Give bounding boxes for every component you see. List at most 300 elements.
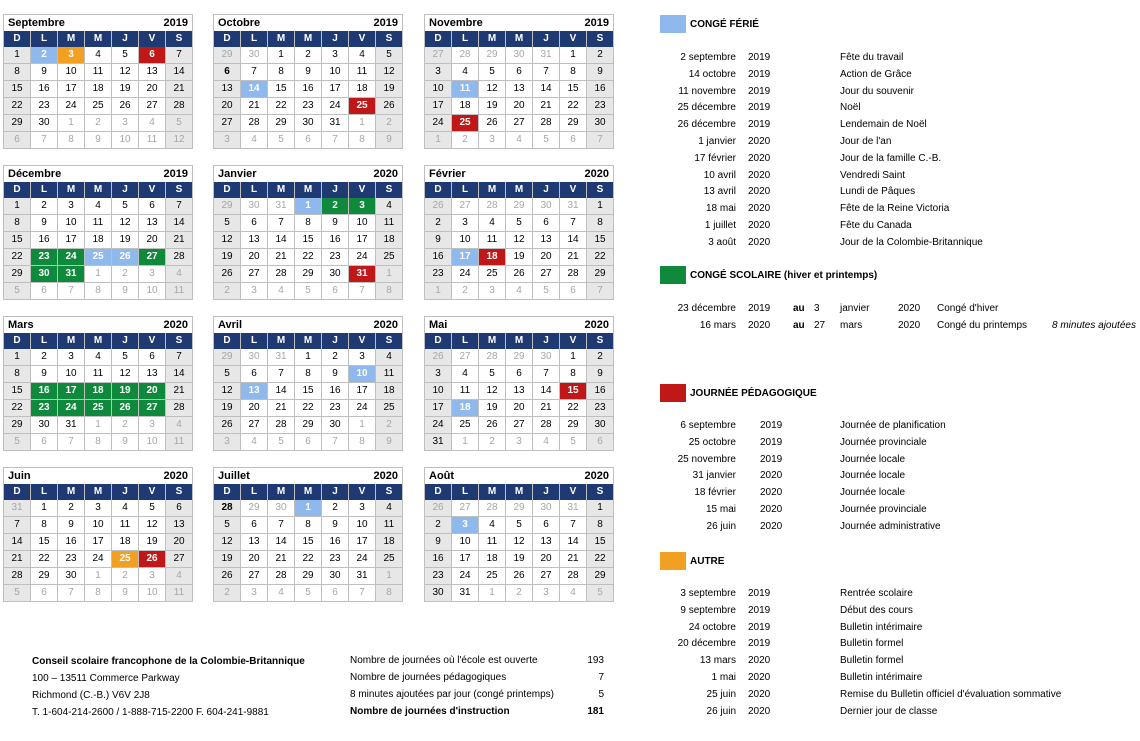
day-cell: 2 bbox=[322, 349, 349, 366]
day-cell: 8 bbox=[295, 517, 322, 534]
month-year: 2020 bbox=[584, 319, 609, 331]
day-cell: 29 bbox=[295, 568, 322, 585]
day-cell: 6 bbox=[560, 132, 587, 149]
day-cell: 5 bbox=[479, 64, 506, 81]
day-cell: 5 bbox=[4, 585, 31, 602]
day-cell: 22 bbox=[4, 98, 31, 115]
cell: 26 juin bbox=[706, 520, 736, 532]
day-cell: 17 bbox=[452, 551, 479, 568]
weekday-header: D bbox=[4, 333, 31, 349]
day-cell: 12 bbox=[506, 534, 533, 551]
cell: 2019 bbox=[748, 604, 771, 616]
cell: 15 mai bbox=[705, 504, 736, 515]
day-cell: 11 bbox=[85, 366, 112, 383]
day-cell: 4 bbox=[112, 500, 139, 517]
ferie-row bbox=[660, 118, 1140, 132]
day-cell: 4 bbox=[85, 198, 112, 215]
day-cell: 3 bbox=[506, 434, 533, 451]
day-cell: 16 bbox=[322, 534, 349, 551]
cell: 2019 bbox=[748, 638, 771, 650]
cell: 2019 bbox=[760, 420, 783, 431]
day-cell: 27 bbox=[241, 568, 268, 585]
day-cell: 6 bbox=[506, 366, 533, 383]
day-cell: 1 bbox=[295, 198, 322, 215]
day-cell: 31 bbox=[322, 115, 349, 132]
day-cell: 4 bbox=[268, 283, 295, 300]
month-name: Mars bbox=[8, 319, 34, 331]
month-header bbox=[213, 14, 403, 31]
autre-row bbox=[660, 587, 1140, 601]
day-cell: 31 bbox=[560, 500, 587, 517]
day-cell: 21 bbox=[4, 551, 31, 568]
day-cell: 23 bbox=[322, 551, 349, 568]
day-cell: 14 bbox=[533, 81, 560, 98]
day-cell: 25 bbox=[85, 400, 112, 417]
month-header bbox=[424, 467, 614, 484]
day-cell: 26 bbox=[479, 417, 506, 434]
day-cell: 8 bbox=[587, 215, 614, 232]
day-cell: 6 bbox=[295, 434, 322, 451]
day-cell: 30 bbox=[533, 198, 560, 215]
cell: 6 septembre bbox=[680, 420, 736, 431]
day-cell: 1 bbox=[376, 266, 403, 283]
day-cell: 28 bbox=[268, 568, 295, 585]
day-cell: 8 bbox=[560, 64, 587, 81]
cell: mars bbox=[840, 319, 863, 331]
month-header bbox=[424, 316, 614, 333]
day-cell: 12 bbox=[112, 366, 139, 383]
day-cell: 15 bbox=[4, 232, 31, 249]
day-cell: 11 bbox=[376, 517, 403, 534]
cell: 27 bbox=[814, 319, 826, 331]
cell: 26 décembre bbox=[677, 119, 736, 131]
day-cell: 13 bbox=[506, 81, 533, 98]
day-cell: 18 bbox=[452, 400, 479, 417]
day-cell: 29 bbox=[4, 266, 31, 283]
weekday-header: J bbox=[533, 31, 560, 47]
weekday-header: S bbox=[166, 484, 193, 500]
day-cell: 5 bbox=[587, 585, 614, 602]
day-cell: 8 bbox=[58, 132, 85, 149]
day-cell: 9 bbox=[112, 434, 139, 451]
day-cell: 29 bbox=[506, 198, 533, 215]
day-cell: 2 bbox=[376, 115, 403, 132]
weekday-header: M bbox=[58, 182, 85, 198]
stat-value: 7 bbox=[598, 672, 604, 683]
cell: 2019 bbox=[748, 303, 771, 314]
day-cell: 11 bbox=[166, 434, 193, 451]
cell: 13 mars bbox=[699, 655, 736, 667]
cell: Journée administrative bbox=[840, 520, 941, 532]
day-cell: 19 bbox=[506, 551, 533, 568]
month-avril bbox=[213, 316, 403, 451]
month-mars bbox=[3, 316, 193, 451]
weekday-header: M bbox=[506, 182, 533, 198]
day-cell: 3 bbox=[139, 417, 166, 434]
day-cell: 30 bbox=[58, 568, 85, 585]
month-name: Octobre bbox=[218, 17, 261, 29]
cell: 2020 bbox=[760, 520, 783, 532]
day-cell: 20 bbox=[139, 232, 166, 249]
weekday-header: S bbox=[587, 484, 614, 500]
day-cell: 15 bbox=[295, 534, 322, 551]
cell: 3 bbox=[814, 303, 820, 314]
day-cell: 19 bbox=[479, 98, 506, 115]
month-mai bbox=[424, 316, 614, 451]
cell: 23 décembre bbox=[677, 303, 736, 314]
day-cell: 21 bbox=[560, 551, 587, 568]
weekday-header: J bbox=[112, 31, 139, 47]
day-cell: 17 bbox=[349, 383, 376, 400]
day-cell: 3 bbox=[349, 500, 376, 517]
day-cell: 27 bbox=[452, 349, 479, 366]
day-cell: 2 bbox=[425, 215, 452, 232]
day-cell: 22 bbox=[560, 98, 587, 115]
day-cell: 21 bbox=[166, 232, 193, 249]
cell: 2020 bbox=[748, 236, 771, 248]
day-cell: 12 bbox=[166, 132, 193, 149]
weekday-header: M bbox=[268, 182, 295, 198]
day-cell: 27 bbox=[452, 500, 479, 517]
cell: 2019 bbox=[760, 436, 783, 448]
cell: 25 novembre bbox=[677, 453, 736, 465]
cell: Début des cours bbox=[840, 604, 913, 616]
cell: 18 mai bbox=[705, 203, 736, 215]
day-cell: 10 bbox=[349, 517, 376, 534]
day-cell: 11 bbox=[479, 232, 506, 249]
legend-pedagogique-header bbox=[660, 384, 817, 402]
day-cell: 11 bbox=[452, 383, 479, 400]
day-cell: 16 bbox=[58, 534, 85, 551]
weekday-header: M bbox=[506, 31, 533, 47]
month-header bbox=[213, 316, 403, 333]
day-cell: 24 bbox=[452, 568, 479, 585]
day-cell: 22 bbox=[587, 551, 614, 568]
stat-label: Nombre de journées d'instruction bbox=[350, 706, 510, 717]
day-cell: 9 bbox=[295, 64, 322, 81]
day-cell: 7 bbox=[587, 132, 614, 149]
day-cell: 17 bbox=[452, 249, 479, 266]
day-cell: 7 bbox=[31, 132, 58, 149]
stat-label: Nombre de journées pédagogiques bbox=[350, 672, 507, 683]
day-cell: 8 bbox=[31, 517, 58, 534]
day-cell: 12 bbox=[112, 64, 139, 81]
day-cell: 9 bbox=[85, 132, 112, 149]
day-cell: 1 bbox=[85, 568, 112, 585]
cell: Noël bbox=[840, 102, 861, 114]
cell: 10 avril bbox=[703, 169, 736, 181]
cell: Jour de la famille C.-B. bbox=[840, 152, 942, 164]
day-cell: 27 bbox=[139, 98, 166, 115]
weekday-header: M bbox=[85, 182, 112, 198]
day-cell: 1 bbox=[268, 47, 295, 64]
day-cell: 18 bbox=[376, 383, 403, 400]
weekday-header: M bbox=[58, 333, 85, 349]
legend-ferie-header bbox=[660, 15, 759, 33]
day-cell: 6 bbox=[139, 349, 166, 366]
day-cell: 1 bbox=[587, 198, 614, 215]
day-cell: 27 bbox=[506, 417, 533, 434]
day-cell: 5 bbox=[214, 366, 241, 383]
day-cell: 4 bbox=[139, 115, 166, 132]
day-cell: 6 bbox=[506, 64, 533, 81]
day-cell: 7 bbox=[268, 517, 295, 534]
day-cell: 4 bbox=[533, 434, 560, 451]
day-cell: 19 bbox=[112, 232, 139, 249]
day-cell: 8 bbox=[85, 585, 112, 602]
day-cell: 13 bbox=[139, 366, 166, 383]
day-cell: 18 bbox=[479, 249, 506, 266]
weekday-header: V bbox=[139, 182, 166, 198]
day-cell: 4 bbox=[452, 64, 479, 81]
day-cell: 8 bbox=[268, 64, 295, 81]
day-cell: 5 bbox=[4, 283, 31, 300]
day-cell: 4 bbox=[479, 517, 506, 534]
cell: Congé du printemps bbox=[937, 319, 1028, 331]
day-cell: 23 bbox=[58, 551, 85, 568]
cell: 24 octobre bbox=[688, 621, 736, 633]
day-cell: 18 bbox=[85, 383, 112, 400]
day-cell: 2 bbox=[31, 47, 58, 64]
day-cell: 8 bbox=[85, 283, 112, 300]
day-cell: 14 bbox=[268, 232, 295, 249]
weekday-header: M bbox=[479, 484, 506, 500]
stat-label: 8 minutes ajoutées par jour (congé printemps) bbox=[350, 689, 554, 700]
day-cell: 24 bbox=[349, 249, 376, 266]
day-cell: 1 bbox=[452, 434, 479, 451]
day-cell: 2 bbox=[31, 198, 58, 215]
day-cell: 26 bbox=[112, 249, 139, 266]
weekday-header: M bbox=[268, 31, 295, 47]
day-cell: 11 bbox=[85, 64, 112, 81]
weekday-header: M bbox=[506, 333, 533, 349]
day-cell: 20 bbox=[139, 81, 166, 98]
day-cell: 7 bbox=[560, 517, 587, 534]
day-cell: 6 bbox=[166, 500, 193, 517]
day-cell: 8 bbox=[376, 283, 403, 300]
weekday-header: V bbox=[139, 333, 166, 349]
day-cell: 4 bbox=[479, 215, 506, 232]
day-cell: 15 bbox=[587, 534, 614, 551]
month-header bbox=[3, 316, 193, 333]
weekday-header: D bbox=[425, 182, 452, 198]
day-cell: 25 bbox=[376, 400, 403, 417]
day-cell: 1 bbox=[31, 500, 58, 517]
day-cell: 31 bbox=[268, 349, 295, 366]
day-cell: 23 bbox=[425, 266, 452, 283]
day-cell: 3 bbox=[58, 198, 85, 215]
day-cell: 3 bbox=[58, 47, 85, 64]
day-cell: 10 bbox=[322, 64, 349, 81]
day-cell: 8 bbox=[295, 215, 322, 232]
day-cell: 29 bbox=[587, 568, 614, 585]
ferie-row bbox=[660, 85, 1140, 99]
day-cell: 20 bbox=[506, 400, 533, 417]
day-cell: 4 bbox=[241, 132, 268, 149]
weekday-header: L bbox=[452, 31, 479, 47]
cell: 8 minutes ajoutées bbox=[1052, 319, 1136, 331]
day-cell: 6 bbox=[31, 585, 58, 602]
cell: 20 décembre bbox=[677, 638, 736, 650]
day-cell: 14 bbox=[166, 64, 193, 81]
month-name: Décembre bbox=[8, 168, 62, 180]
cell: Lendemain de Noël bbox=[840, 119, 927, 131]
month-header bbox=[3, 165, 193, 182]
day-cell: 18 bbox=[112, 534, 139, 551]
day-cell: 29 bbox=[587, 266, 614, 283]
day-cell: 30 bbox=[31, 417, 58, 434]
ferie-row bbox=[660, 169, 1140, 183]
cell: 16 mars bbox=[699, 319, 736, 331]
day-cell: 2 bbox=[322, 198, 349, 215]
day-cell: 29 bbox=[31, 568, 58, 585]
weekday-header: D bbox=[425, 333, 452, 349]
day-cell: 1 bbox=[4, 47, 31, 64]
day-cell: 3 bbox=[214, 434, 241, 451]
day-cell: 9 bbox=[112, 283, 139, 300]
month-header bbox=[424, 14, 614, 31]
day-cell: 26 bbox=[425, 349, 452, 366]
day-cell: 2 bbox=[214, 283, 241, 300]
day-cell: 1 bbox=[85, 266, 112, 283]
stat-value: 181 bbox=[587, 706, 604, 717]
day-cell: 8 bbox=[295, 366, 322, 383]
day-cell: 16 bbox=[587, 81, 614, 98]
weekday-header: D bbox=[4, 484, 31, 500]
day-cell: 9 bbox=[425, 232, 452, 249]
day-cell: 16 bbox=[425, 551, 452, 568]
cell: 2019 bbox=[748, 52, 771, 63]
day-cell: 2 bbox=[506, 585, 533, 602]
day-cell: 28 bbox=[166, 249, 193, 266]
legend-scolaire-header bbox=[660, 266, 877, 284]
cell: 3 août bbox=[708, 236, 736, 248]
day-cell: 1 bbox=[479, 585, 506, 602]
day-cell: 14 bbox=[166, 215, 193, 232]
day-cell: 15 bbox=[560, 383, 587, 400]
day-cell: 4 bbox=[166, 568, 193, 585]
cell: Dernier jour de classe bbox=[840, 705, 938, 717]
day-cell: 7 bbox=[241, 64, 268, 81]
day-cell: 18 bbox=[479, 551, 506, 568]
ferie-row bbox=[660, 135, 1140, 149]
autre-row bbox=[660, 637, 1140, 651]
cell: 2020 bbox=[748, 203, 771, 215]
month-janvier bbox=[213, 165, 403, 300]
day-cell: 16 bbox=[31, 383, 58, 400]
pedagogique-row bbox=[660, 453, 1140, 467]
ferie-row bbox=[660, 236, 1140, 250]
day-cell: 19 bbox=[479, 400, 506, 417]
day-cell: 17 bbox=[58, 232, 85, 249]
weekday-header: M bbox=[58, 31, 85, 47]
day-cell: 30 bbox=[533, 500, 560, 517]
day-cell: 18 bbox=[85, 81, 112, 98]
cell: 2019 bbox=[760, 453, 783, 465]
day-cell: 16 bbox=[322, 383, 349, 400]
cell: 9 septembre bbox=[680, 604, 736, 616]
day-cell: 2 bbox=[85, 115, 112, 132]
day-cell: 2 bbox=[479, 434, 506, 451]
day-cell: 4 bbox=[506, 283, 533, 300]
weekday-header: L bbox=[241, 484, 268, 500]
weekday-header: V bbox=[139, 31, 166, 47]
weekday-header: M bbox=[479, 31, 506, 47]
month-year: 2019 bbox=[163, 17, 188, 29]
day-cell: 30 bbox=[241, 198, 268, 215]
pedagogique-row bbox=[660, 503, 1140, 517]
cell: Journée de planification bbox=[840, 420, 946, 431]
footer-address2: Richmond (C.-B.) V6V 2J8 bbox=[32, 690, 150, 701]
day-cell: 25 bbox=[376, 249, 403, 266]
weekday-header: L bbox=[241, 333, 268, 349]
month-octobre bbox=[213, 14, 403, 149]
day-cell: 30 bbox=[268, 500, 295, 517]
day-cell: 6 bbox=[533, 215, 560, 232]
day-cell: 28 bbox=[241, 115, 268, 132]
day-cell: 3 bbox=[241, 585, 268, 602]
day-cell: 22 bbox=[560, 400, 587, 417]
day-cell: 5 bbox=[560, 434, 587, 451]
day-cell: 14 bbox=[166, 366, 193, 383]
day-cell: 5 bbox=[214, 517, 241, 534]
weekday-header: J bbox=[533, 333, 560, 349]
day-cell: 1 bbox=[349, 115, 376, 132]
day-cell: 28 bbox=[166, 400, 193, 417]
day-cell: 3 bbox=[452, 517, 479, 534]
day-cell: 1 bbox=[425, 283, 452, 300]
day-cell: 20 bbox=[214, 98, 241, 115]
day-cell: 2 bbox=[587, 47, 614, 64]
day-cell: 3 bbox=[85, 500, 112, 517]
day-cell: 27 bbox=[452, 198, 479, 215]
ferie-row bbox=[660, 152, 1140, 166]
day-cell: 2 bbox=[295, 47, 322, 64]
legend-pedagogique-title: JOURNÉE PÉDAGOGIQUE bbox=[690, 387, 817, 399]
weekday-header: L bbox=[31, 333, 58, 349]
month-year: 2020 bbox=[373, 319, 398, 331]
day-cell: 2 bbox=[112, 417, 139, 434]
day-cell: 23 bbox=[295, 98, 322, 115]
cell: Bulletin formel bbox=[840, 638, 904, 650]
cell: Fête du travail bbox=[840, 52, 904, 63]
day-cell: 18 bbox=[376, 534, 403, 551]
cell: Lundi de Pâques bbox=[840, 186, 916, 198]
day-cell: 11 bbox=[139, 132, 166, 149]
weekday-header: M bbox=[295, 31, 322, 47]
day-cell: 8 bbox=[349, 132, 376, 149]
day-cell: 4 bbox=[376, 500, 403, 517]
day-cell: 3 bbox=[322, 47, 349, 64]
day-cell: 25 bbox=[349, 98, 376, 115]
cell: Bulletin intérimaire bbox=[840, 672, 923, 683]
cell: Jour du souvenir bbox=[840, 85, 914, 97]
day-cell: 3 bbox=[452, 215, 479, 232]
day-cell: 13 bbox=[241, 383, 268, 400]
day-cell: 26 bbox=[506, 568, 533, 585]
cell: 2020 bbox=[748, 655, 771, 667]
weekday-header: S bbox=[376, 333, 403, 349]
scolaire-row bbox=[660, 319, 1140, 333]
cell: 1 janvier bbox=[698, 136, 736, 147]
pedagogique-row bbox=[660, 419, 1140, 433]
day-cell: 3 bbox=[533, 585, 560, 602]
cell: 2020 bbox=[748, 136, 771, 147]
day-cell: 24 bbox=[452, 266, 479, 283]
month-name: Août bbox=[429, 470, 455, 482]
day-cell: 8 bbox=[4, 215, 31, 232]
cell: 1 mai bbox=[711, 672, 736, 683]
